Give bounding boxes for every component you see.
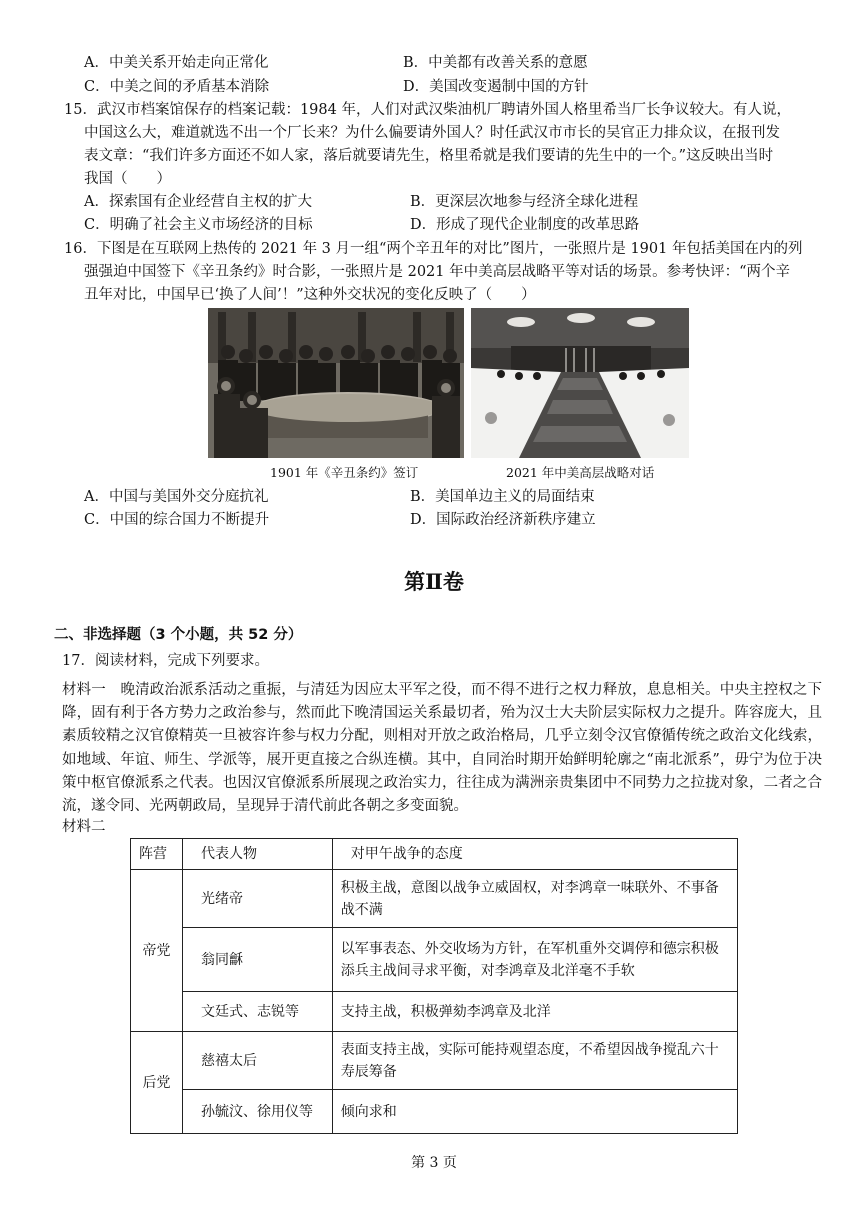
q15-option-b: B．更深层次地参与经济全球化进程	[410, 194, 639, 210]
table-row	[131, 1032, 738, 1090]
q15-stem-line-2: 中国这么大，难道就选不出一个厂长来？为什么偏要请外国人？时任武汉市市长的吴官正力排众议，在报刊发	[84, 125, 780, 141]
q15-stem-line-3: 表文章：“我们许多方面还不如人家，落后就要请先生，格里希就是我们要请的先生中的一个。”这反映出当时	[84, 148, 774, 164]
table-row	[131, 1090, 738, 1134]
table-attitude-cell: 以军事表态、外交收场为方针，在军机重外交调停和德宗积极添兵主战间寻求平衡，对李鸿章及北洋毫不手软	[332, 928, 737, 992]
q16-stem-line-2: 强强迫中国签下《辛丑条约》时合影，一张照片是 2021 年中美高层战略平等对话的场景。参考快评：“两个辛	[84, 264, 791, 280]
q16-option-c: C．中国的综合国力不断提升	[84, 512, 270, 528]
table-row	[131, 870, 738, 928]
table-row	[131, 992, 738, 1032]
q16-option-b: B．美国单边主义的局面结束	[410, 489, 595, 505]
table-person-cell: 孙毓汶、徐用仪等	[182, 1090, 332, 1134]
table-person-cell: 翁同龢	[182, 928, 332, 992]
q14-option-b: B．中美都有改善关系的意愿	[403, 55, 588, 71]
q14-option-d: D．美国改变遏制中国的方针	[403, 79, 589, 95]
photo-caption-2021: 2021 年中美高层战略对话	[506, 465, 655, 480]
q15-option-c: C．明确了社会主义市场经济的目标	[84, 217, 313, 233]
section-2-heading: 二、非选择题（3 个小题，共 52 分）	[54, 627, 303, 643]
table-header-attitude: 对甲午战争的态度	[332, 839, 737, 870]
q16-option-a: A．中国与美国外交分庭抗礼	[84, 489, 269, 505]
table-attitude-cell: 倾向求和	[332, 1090, 737, 1134]
q14-option-a: A．中美关系开始走向正常化	[84, 55, 269, 71]
table-header-row	[131, 839, 738, 870]
q15-option-a: A．探索国有企业经营自主权的扩大	[84, 194, 312, 210]
q16-option-d: D．国际政治经济新秩序建立	[410, 512, 596, 528]
q16-stem-line-1: 16．下图是在互联网上热传的 2021 年 3 月一组“两个辛丑年的对比”图片，一张照片是 1901 年包括美国在内的列	[64, 241, 803, 257]
q17-stem: 17．阅读材料，完成下列要求。	[62, 653, 269, 669]
q15-stem-line-1: 15．武汉市档案馆保存的档案记载：1984 年，人们对武汉柴油机厂聘请外国人格里希当厂长争议较大。有人说，	[64, 102, 791, 118]
table-header-camp: 阵营	[131, 839, 183, 870]
table-person-cell: 文廷式、志锐等	[182, 992, 332, 1032]
table-attitude-cell: 表面支持主战，实际可能持观望态度，不希望因战争搅乱六十寿辰筹备	[332, 1032, 737, 1090]
q15-stem-line-4: 我国（ ）	[84, 171, 171, 187]
table-row	[131, 928, 738, 992]
table-person-cell: 慈禧太后	[182, 1032, 332, 1090]
q17-material-2-label: 材料二	[62, 819, 106, 835]
table-camp-cell: 帝党	[131, 870, 183, 1032]
q17-material-1	[62, 679, 822, 818]
q16-stem-line-3: 丑年对比，中国早已‘换了人间’！”这种外交状况的变化反映了（ ）	[84, 287, 536, 303]
table-attitude-cell: 支持主战，积极弹劾李鸿章及北洋	[332, 992, 737, 1032]
material-1-text: 材料一 晚清政治派系活动之重振，与清廷为因应太平军之役，而不得不进行之权力释放，息息相关。中央主控权之下降，固有利于各方势力之政治参与，然而此下晚清国运关系最切者，殆为汉士大夫阶层实际权力之提升。阵容庞大，且素质较精之汉官僚精英一旦被容许参与权力分配，则相对开放之政治格局，几乎立刻令汉官僚循传统之政治文化线索，如地域、年谊、师生、学派等，展开更直接之合纵连横。其中，自同治时期开始鲜明轮廓之“南北派系”，毋宁为位于决策中枢官僚派系之代表。也因汉官僚派系所展现之政治实力，往往成为满洲亲贵集团中不同势力之拉拢对象，二者之合流，遂令同、光两朝政局，呈现异于清代前此各朝之多变面貌。	[62, 682, 822, 815]
photo-2021-strategic-dialogue	[471, 308, 689, 458]
part-2-title: 第Ⅱ卷	[404, 569, 464, 594]
table-header-person: 代表人物	[182, 839, 332, 870]
table-person-cell: 光绪帝	[182, 870, 332, 928]
material-2-table	[130, 838, 738, 1134]
q15-option-d: D．形成了现代企业制度的改革思路	[410, 217, 640, 233]
photo-caption-1901: 1901 年《辛丑条约》签订	[270, 465, 419, 480]
page-number: 第 3 页	[411, 1155, 457, 1171]
table-attitude-cell: 积极主战，意图以战争立威固权，对李鸿章一味联外、不事备战不满	[332, 870, 737, 928]
photo-1901-treaty-signing	[208, 308, 464, 458]
q14-option-c: C．中美之间的矛盾基本消除	[84, 79, 270, 95]
table-camp-cell: 后党	[131, 1032, 183, 1134]
